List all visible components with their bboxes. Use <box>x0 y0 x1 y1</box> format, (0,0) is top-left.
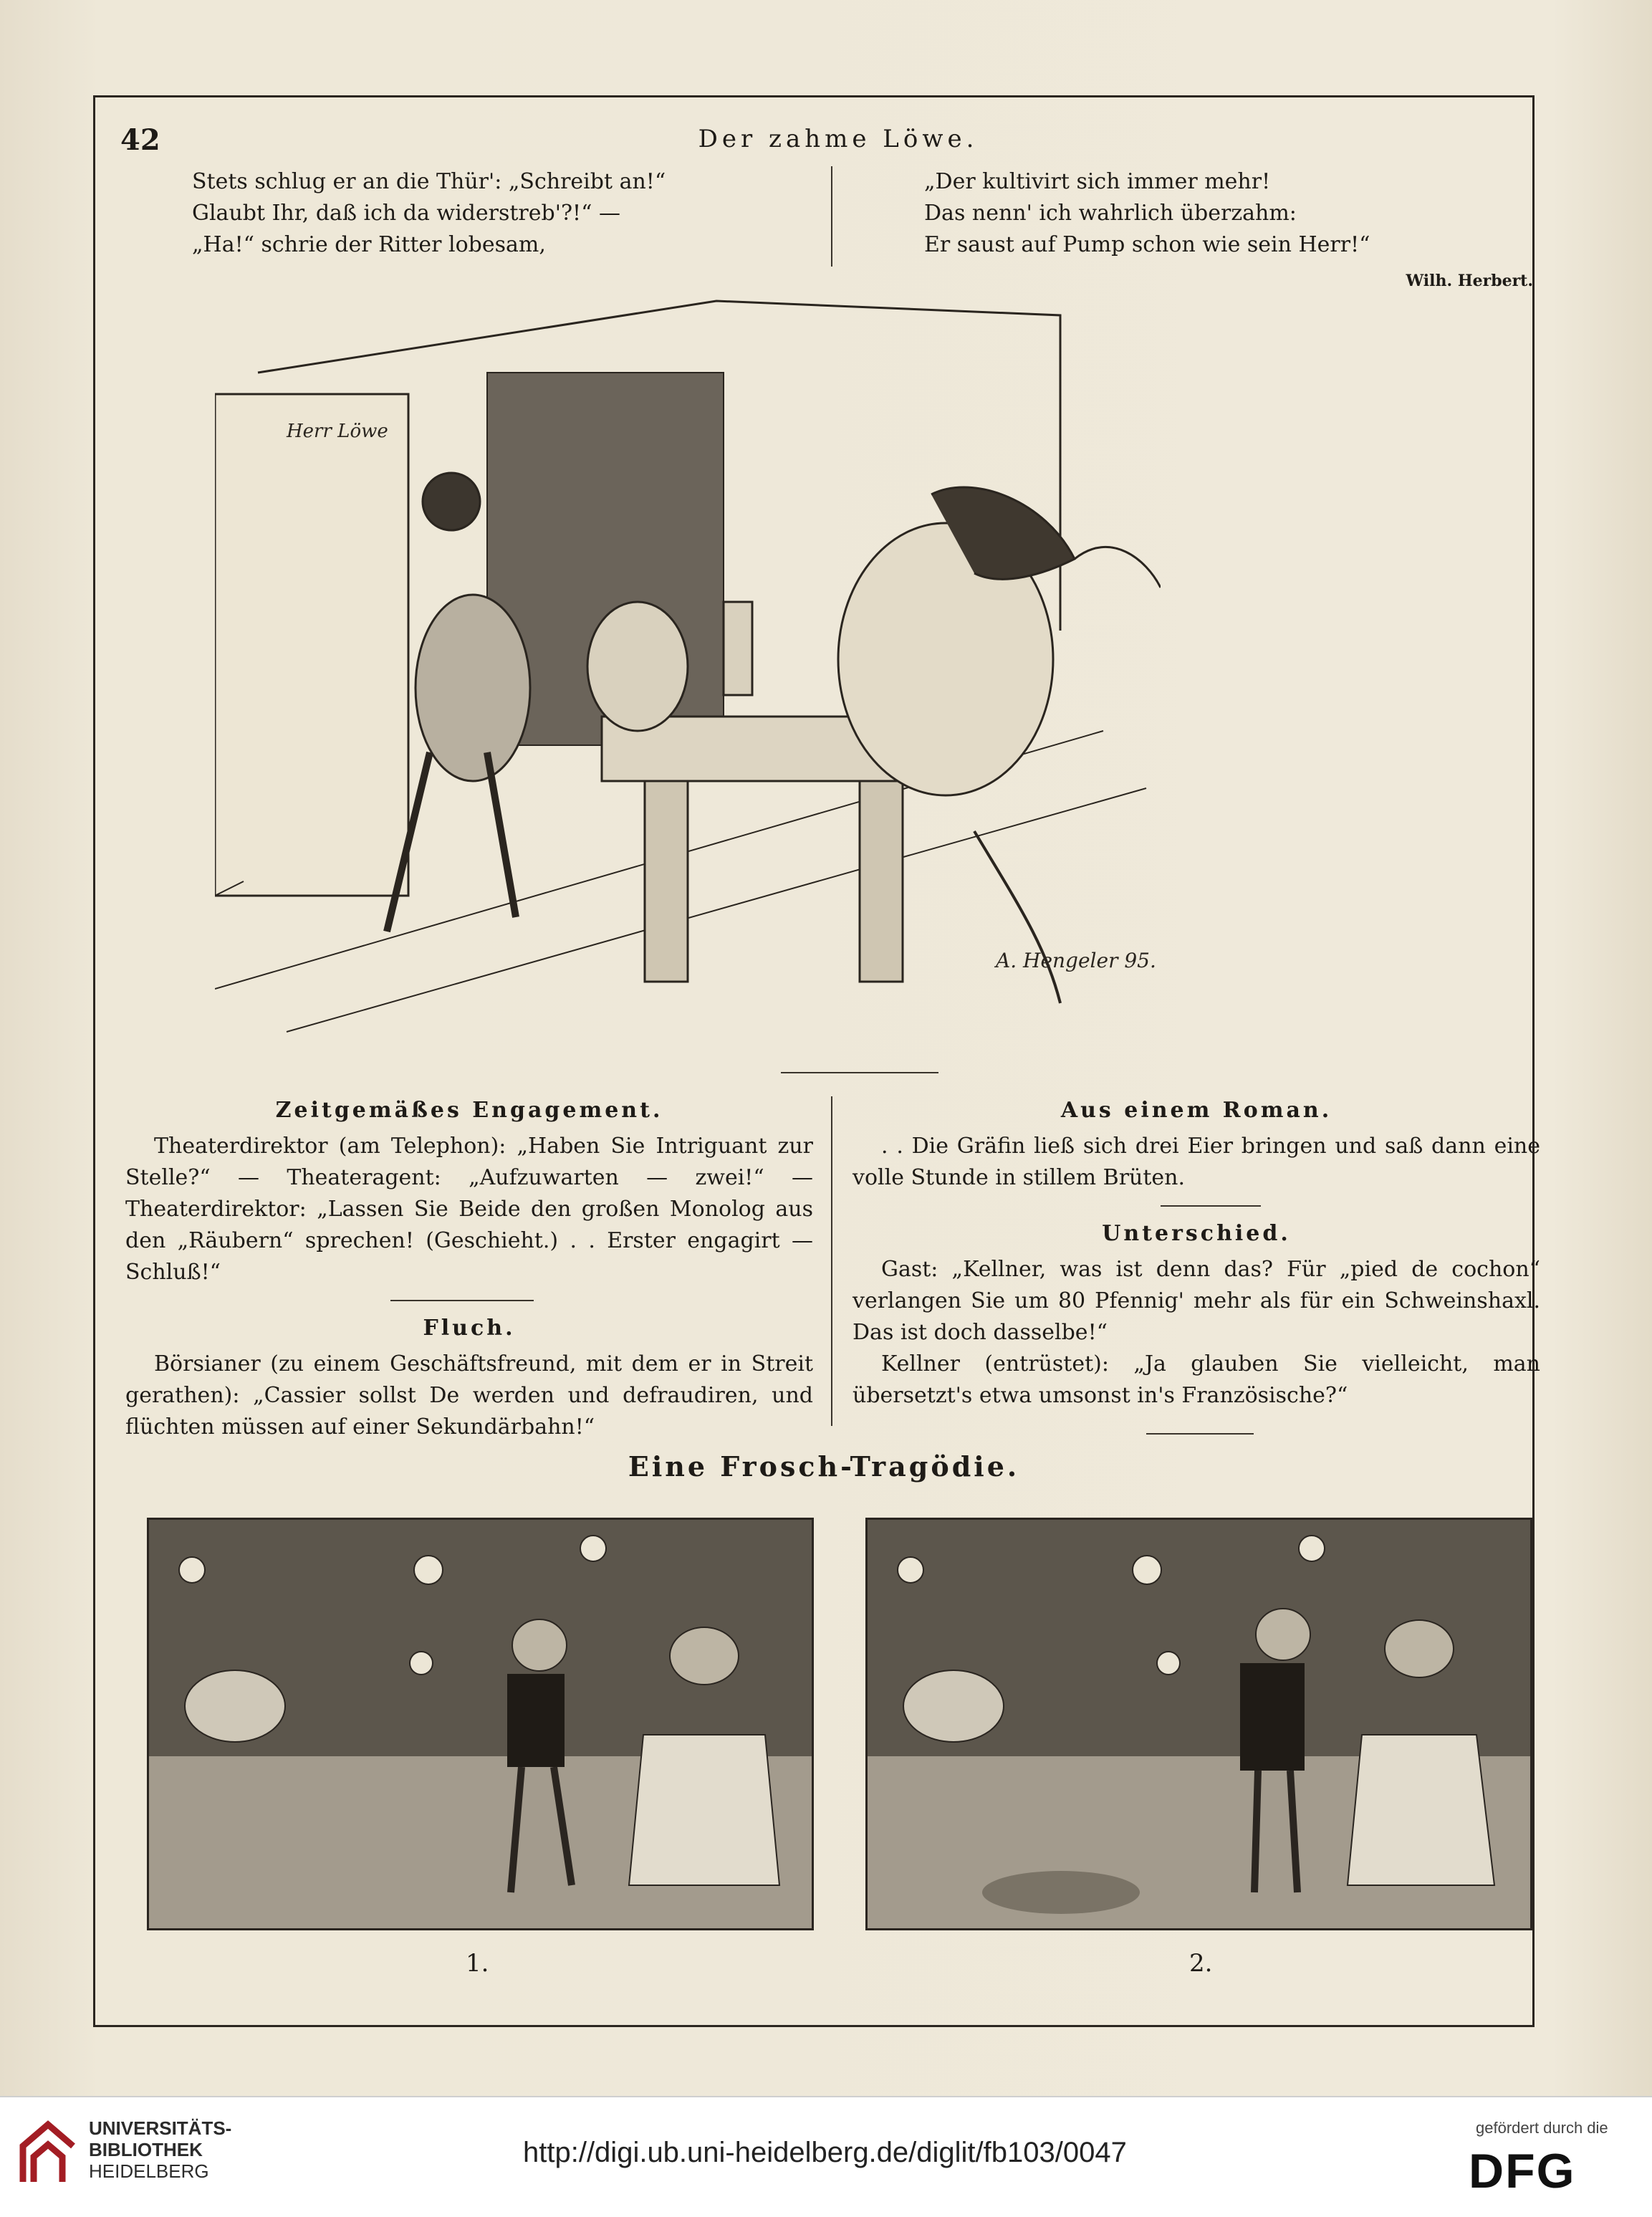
frog-caption-1: 1. <box>466 1949 489 1978</box>
poem-line: Glaubt Ihr, daß ich da widerstreb'?!“ — <box>192 201 620 226</box>
article-title: Aus einem Roman. <box>1060 1098 1332 1123</box>
frog-caption-2: 2. <box>1189 1949 1213 1978</box>
library-line: HEIDELBERG <box>89 2160 209 2182</box>
page-number: 42 <box>120 123 160 157</box>
dfg-logo: DFG <box>1469 2144 1576 2198</box>
article-body: Kellner (entrüstet): „Ja glauben Sie vielleicht, man übersetzt's etwa umsonst in's Französische?“ <box>853 1351 1540 1408</box>
poem-author: Wilh. Herbert. <box>1406 272 1533 290</box>
article-body: Theaterdirektor (am Telephon): „Haben Sie Intriguant zur Stelle?“ — Theateragent: „Aufzuwarten — zwei!“ — Theaterdirektor: „Lassen Sie Beide den großen Monolog aus den „Räubern“ sprechen! (Geschieht.) . . Erster engagirt — Schluß!“ <box>125 1134 813 1285</box>
column-rule <box>831 1096 832 1426</box>
frog-panel-1 <box>147 1518 814 1930</box>
digitization-footer <box>0 2096 1652 2217</box>
artist-signature: A. Hengeler 95. <box>996 949 1156 972</box>
article-body: Börsianer (zu einem Geschäftsfreund, mit dem er in Streit gerathen): „Cassier sollst De werden und defraudiren, und flüchten müssen auf einer Sekundärbahn!“ <box>125 1351 813 1440</box>
article-divider <box>1161 1205 1261 1207</box>
frog-tragedy-title: Eine Frosch-Tragödie. <box>628 1450 1020 1483</box>
library-line: UNIVERSITÄTS- <box>89 2117 232 2139</box>
section-divider <box>1146 1433 1254 1435</box>
library-name <box>89 2117 231 2182</box>
door-sign: Herr Löwe <box>287 421 388 442</box>
source-url-link[interactable]: http://digi.ub.uni-heidelberg.de/diglit/fb103/0047 <box>523 2137 1127 2168</box>
poem-right <box>924 166 1555 261</box>
article-divider <box>390 1300 534 1301</box>
frog-scene-1 <box>149 1520 812 1928</box>
poem-line: „Der kultivirt sich immer mehr! <box>924 169 1271 194</box>
article-body: Gast: „Kellner, was ist denn das? Für „pied de cochon“ verlangen Sie um 80 Pfennig' mehr als für ein Schweinshaxl. Das ist doch dasselbe!“ <box>853 1257 1540 1345</box>
section-divider <box>781 1072 938 1073</box>
poem-column-rule <box>831 166 832 267</box>
library-line: BIBLIOTHEK <box>89 2139 203 2160</box>
poem-line: Stets schlug er an die Thür': „Schreibt an!“ <box>192 169 666 194</box>
frog-panel-2 <box>865 1518 1532 1930</box>
poem-line: „Ha!“ schrie der Ritter lobesam, <box>192 232 546 257</box>
running-title: Der zahme Löwe. <box>698 125 979 153</box>
ub-heidelberg-logo-icon <box>16 2117 80 2189</box>
funding-label: gefördert durch die <box>1476 2119 1608 2137</box>
poem-left <box>192 166 822 261</box>
article-title: Fluch. <box>423 1316 516 1341</box>
article-title: Unterschied. <box>1102 1221 1291 1246</box>
article-body: . . Die Gräfin ließ sich drei Eier bringen und saß dann eine volle Stunde in stillem Brüten. <box>853 1134 1540 1190</box>
lion-illustration <box>215 287 1161 1046</box>
left-column <box>125 1095 813 1443</box>
poem-line: Das nenn' ich wahrlich überzahm: <box>924 201 1297 226</box>
article-title: Zeitgemäßes Engagement. <box>275 1098 663 1123</box>
poem-line: Er saust auf Pump schon wie sein Herr!“ <box>924 232 1370 257</box>
right-column <box>853 1095 1540 1412</box>
frog-scene-2 <box>868 1520 1530 1928</box>
